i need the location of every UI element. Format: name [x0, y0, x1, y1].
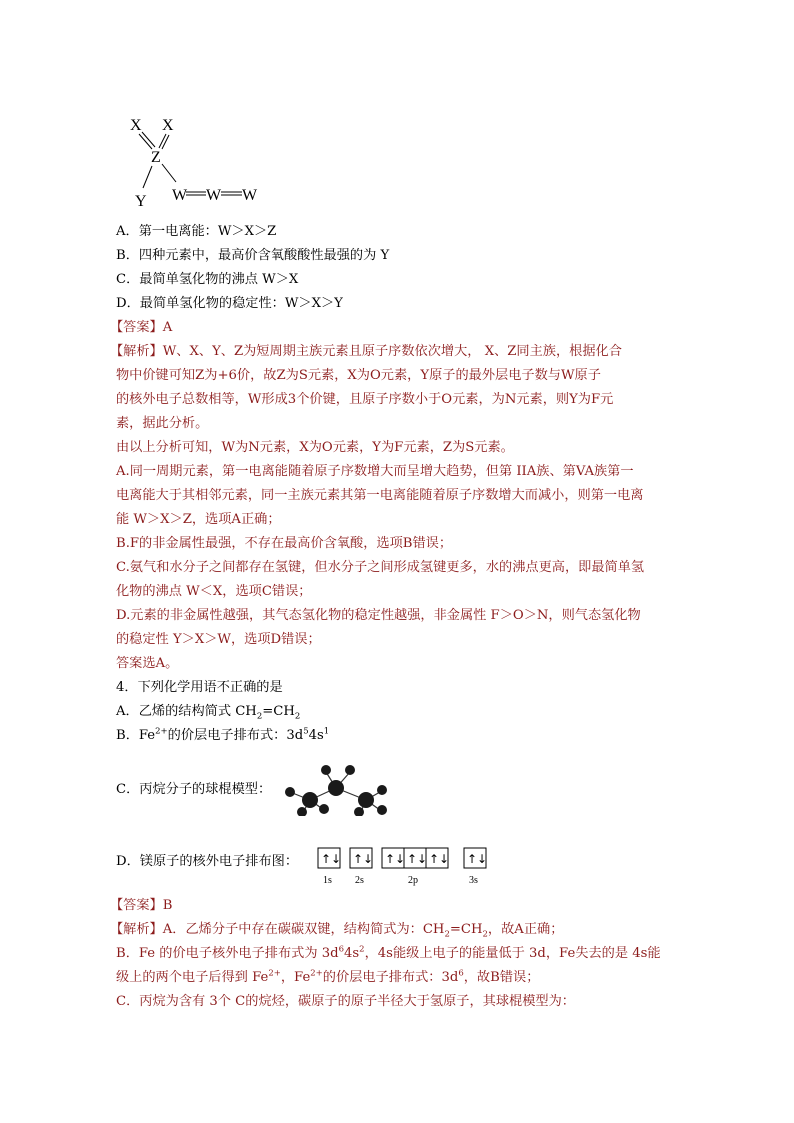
atom-label-w2: W [206, 187, 222, 204]
atom-label-w3: W [242, 187, 258, 204]
q3-a-line-1: A.同一周期元素，第一电离能随着原子序数增大而呈增大趋势，但第 IIA族、第VA族第一 [116, 464, 634, 479]
q3-final-answer: 答案选A。 [116, 656, 179, 671]
q4-option-a: A．乙烯的结构简式 $CH_2=CH_2$ [116, 704, 301, 722]
q4-analysis-a: 【解析】A．乙烯分子中存在碳碳双键，结构简式为：$CH_2=CH_2$，故A正确； [110, 922, 564, 940]
orbital-label-2p: 2p [408, 875, 418, 886]
hydrogen-atom [377, 805, 387, 815]
molecule-structure-diagram [126, 112, 266, 212]
q3-option-d: D．最简单氢化物的稳定性：W＞X＞Y [116, 296, 343, 311]
q3-option-b: B．四种元素中，最高价含氧酸酸性最强的为 Y [116, 248, 390, 263]
orbital-label-2s: 2s [355, 875, 364, 886]
q3-a-line-2: 电离能大于其相邻元素，同一主族元素其第一电离能随着原子序数增大而减小，则第一电离 [116, 488, 644, 503]
q4-option-c: C．丙烷分子的球棍模型： [116, 782, 272, 797]
carbon-atom-1 [302, 792, 318, 808]
q3-a-line-3: 能 W＞X＞Z，选项A正确； [116, 512, 281, 527]
hydrogen-atom [345, 765, 355, 775]
atom-label-y: Y [135, 193, 147, 210]
q4-analysis-b-1: B．Fe 的价电子核外电子排布式为 $3d^64s^2$，4s能级上电子的能量低于 3d，Fe失去的是 4s能 [116, 944, 661, 961]
q3-option-a: A．第一电离能：W＞X＞Z [116, 224, 277, 239]
q3-d-line-1: D.元素的非金属性越强，其气态氢化物的稳定性越强，非金属性 F＞O＞N，则气态氢化物 [116, 608, 641, 623]
q3-analysis-line-1: 【解析】W、X、Y、Z为短周期主族元素且原子序数依次增大， X、Z同主族，根据化合 [110, 344, 622, 359]
orbital-label-1s: 1s [323, 875, 332, 886]
magnesium-orbital-diagram [316, 846, 496, 888]
atom-label-x2: X [162, 117, 174, 134]
q3-summary: 由以上分析可知，W为N元素，X为O元素，Y为F元素，Z为S元素。 [116, 440, 514, 455]
q3-b-line-1: B.F的非金属性最强，不存在最高价含氧酸，选项B错误； [116, 536, 453, 551]
q4-analysis-b-2: 级上的两个电子后得到 $Fe^{2+}$，$Fe^{2+}$的价层电子排布式：$3d^6$，故B错误； [116, 968, 540, 985]
bond-x2-z-b [162, 135, 169, 149]
hydrogen-atom [285, 787, 295, 797]
q4-answer: 【答案】B [110, 898, 173, 913]
orbital-label-3s: 3s [469, 875, 478, 886]
q3-c-line-2: 化物的沸点 W＜X，选项C错误； [116, 584, 312, 599]
q3-option-c: C．最简单氢化物的沸点 W＞X [116, 272, 299, 287]
atom-label-w1: W [172, 187, 188, 204]
svg-text:↑↓: ↑↓ [385, 852, 406, 866]
q3-answer: 【答案】A [110, 320, 173, 335]
q4-option-d: D．镁原子的核外电子排布图： [116, 854, 299, 869]
bond-x2-z-a [159, 134, 166, 148]
atom-label-z: Z [151, 149, 161, 166]
svg-text:↑↓: ↑↓ [321, 852, 342, 866]
svg-text:↑↓: ↑↓ [407, 852, 428, 866]
q4-option-b: B．$Fe^{2+}$的价层电子排布式：$3d^54s^1$ [116, 726, 330, 743]
q3-analysis-line-4: 素，据此分析。 [116, 416, 209, 431]
q4-stem: 4．下列化学用语不正确的是 [116, 680, 283, 695]
q3-analysis-line-3: 的核外电子总数相等，W形成3个价键，且原子序数小于O元素，为N元素，则Y为F元 [116, 392, 614, 407]
hydrogen-atom [377, 785, 387, 795]
svg-text:↑↓: ↑↓ [353, 852, 374, 866]
analysis-label: 【解析】 [110, 344, 163, 359]
carbon-atom-3 [358, 792, 374, 808]
svg-text:↑↓: ↑↓ [467, 852, 488, 866]
q3-d-line-2: 的稳定性 Y＞X＞W，选项D错误； [116, 632, 321, 647]
q4-analysis-c: C．丙烷为含有 3个 C的烷烃，碳原子的原子半径大于氢原子，其球棍模型为： [116, 994, 575, 1009]
q3-c-line-1: C.氨气和水分子之间都存在氢键，但水分子之间形成氢键更多，水的沸点更高，即最简单氢 [116, 560, 645, 575]
q3-analysis-line-2: 物中价键可知Z为+6价，故Z为S元素，X为O元素，Y原子的最外层电子数与W原子 [116, 368, 601, 383]
bond-z-w [162, 164, 176, 182]
hydrogen-atom [321, 765, 331, 775]
atom-label-x1: X [130, 117, 142, 134]
bond-z-y [143, 166, 152, 188]
hydrogen-atom [319, 804, 329, 814]
svg-text:↑↓: ↑↓ [429, 852, 450, 866]
propane-ball-stick-model [280, 762, 390, 816]
carbon-atom-2 [328, 780, 344, 796]
